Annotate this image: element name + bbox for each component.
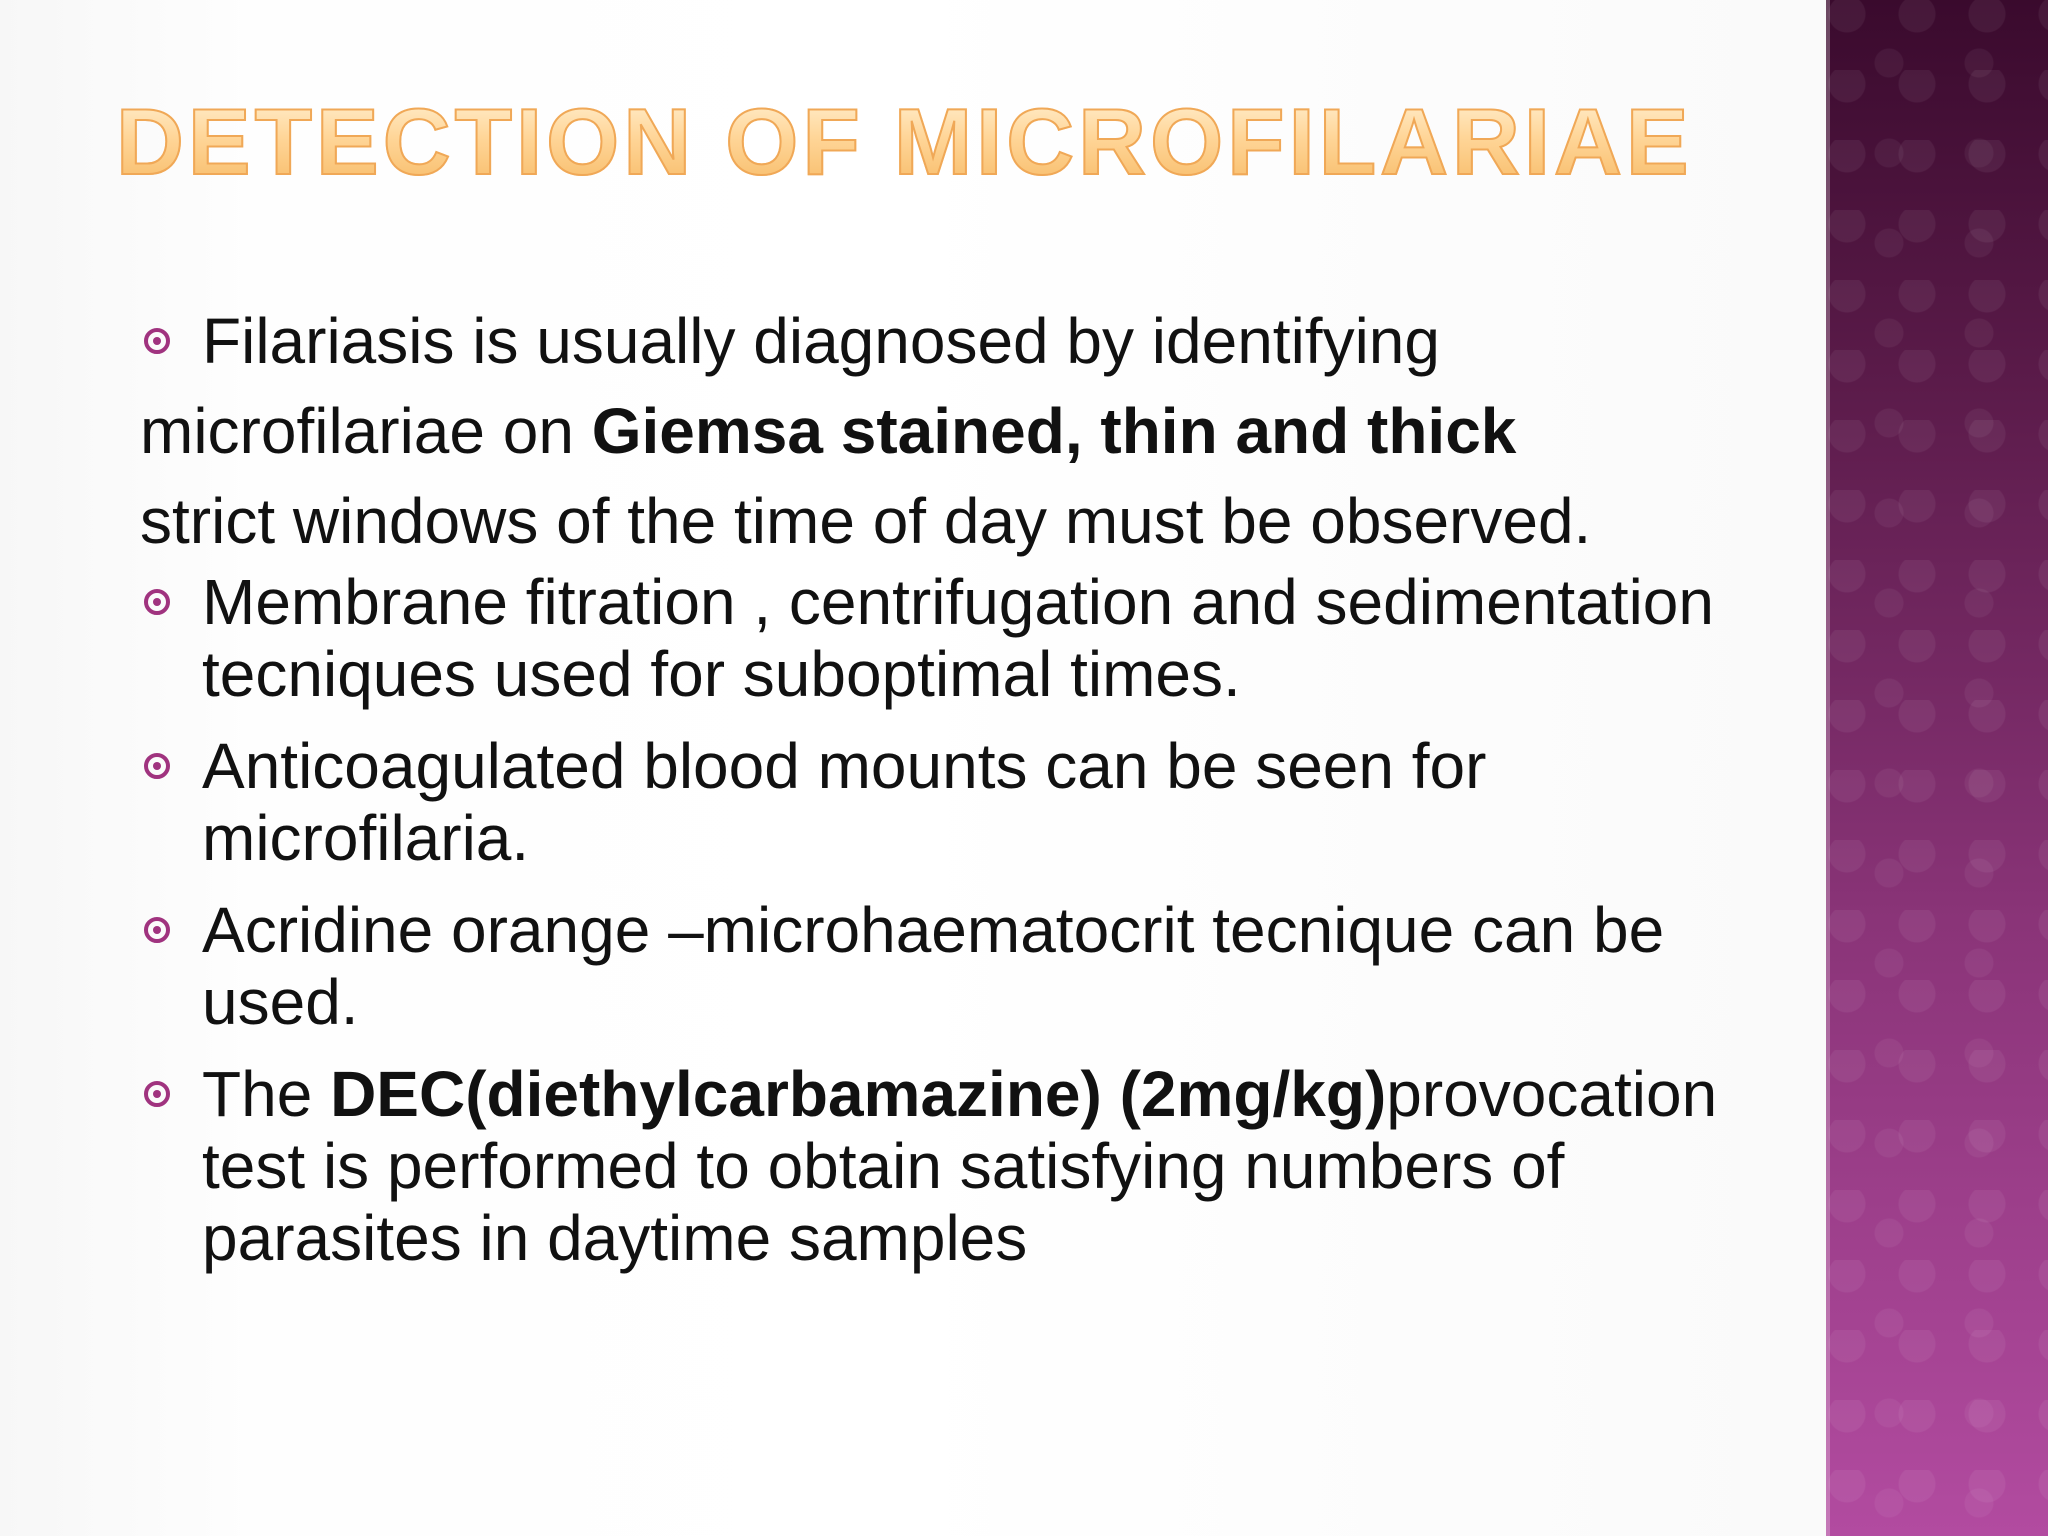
bullet-5-bold: DEC(diethylcarbamazine) (2mg/kg) <box>330 1058 1387 1130</box>
circle-dot-bullet-icon <box>144 753 170 779</box>
bullet-item-2 <box>140 566 1780 710</box>
circle-dot-bullet-icon <box>144 1081 170 1107</box>
bullet-list <box>140 296 1780 1274</box>
circle-dot-bullet-icon <box>144 328 170 354</box>
bullet-4-text: Acridine orange –microhaematocrit tecnique can be used. <box>202 894 1665 1038</box>
bullet-2-text: Membrane fitration , centrifugation and sedimentation tecniques used for suboptimal times. <box>202 566 1714 710</box>
bullet-1-line-1: Filariasis is usually diagnosed by identifying <box>202 305 1440 377</box>
decorative-side-panel <box>1826 0 2048 1536</box>
bullet-item-1 <box>140 296 1780 566</box>
bullet-1-line-2-bold: Giemsa stained, thin and thick <box>591 395 1517 467</box>
bullet-item-3 <box>140 730 1780 874</box>
bullet-1-line-2 <box>140 386 1780 476</box>
circle-dot-bullet-icon <box>144 589 170 615</box>
bullet-5-prefix: The <box>202 1058 331 1130</box>
bullet-1-line-2-text: microfilariae on <box>140 395 592 467</box>
bullet-1-line-3: strict windows of the time of day must be observed. <box>140 485 1592 557</box>
slide-title: DETECTION OF MICROFILARIAE <box>116 89 1693 194</box>
bullet-item-4 <box>140 894 1780 1038</box>
bullet-item-5 <box>140 1058 1780 1274</box>
circle-dot-bullet-icon <box>144 917 170 943</box>
bullet-3-text: Anticoagulated blood mounts can be seen for microfilaria. <box>202 730 1487 874</box>
bullet-5-suffix: provocation test is performed to obtain satisfying numbers of parasites in daytime samples <box>202 1058 1718 1274</box>
